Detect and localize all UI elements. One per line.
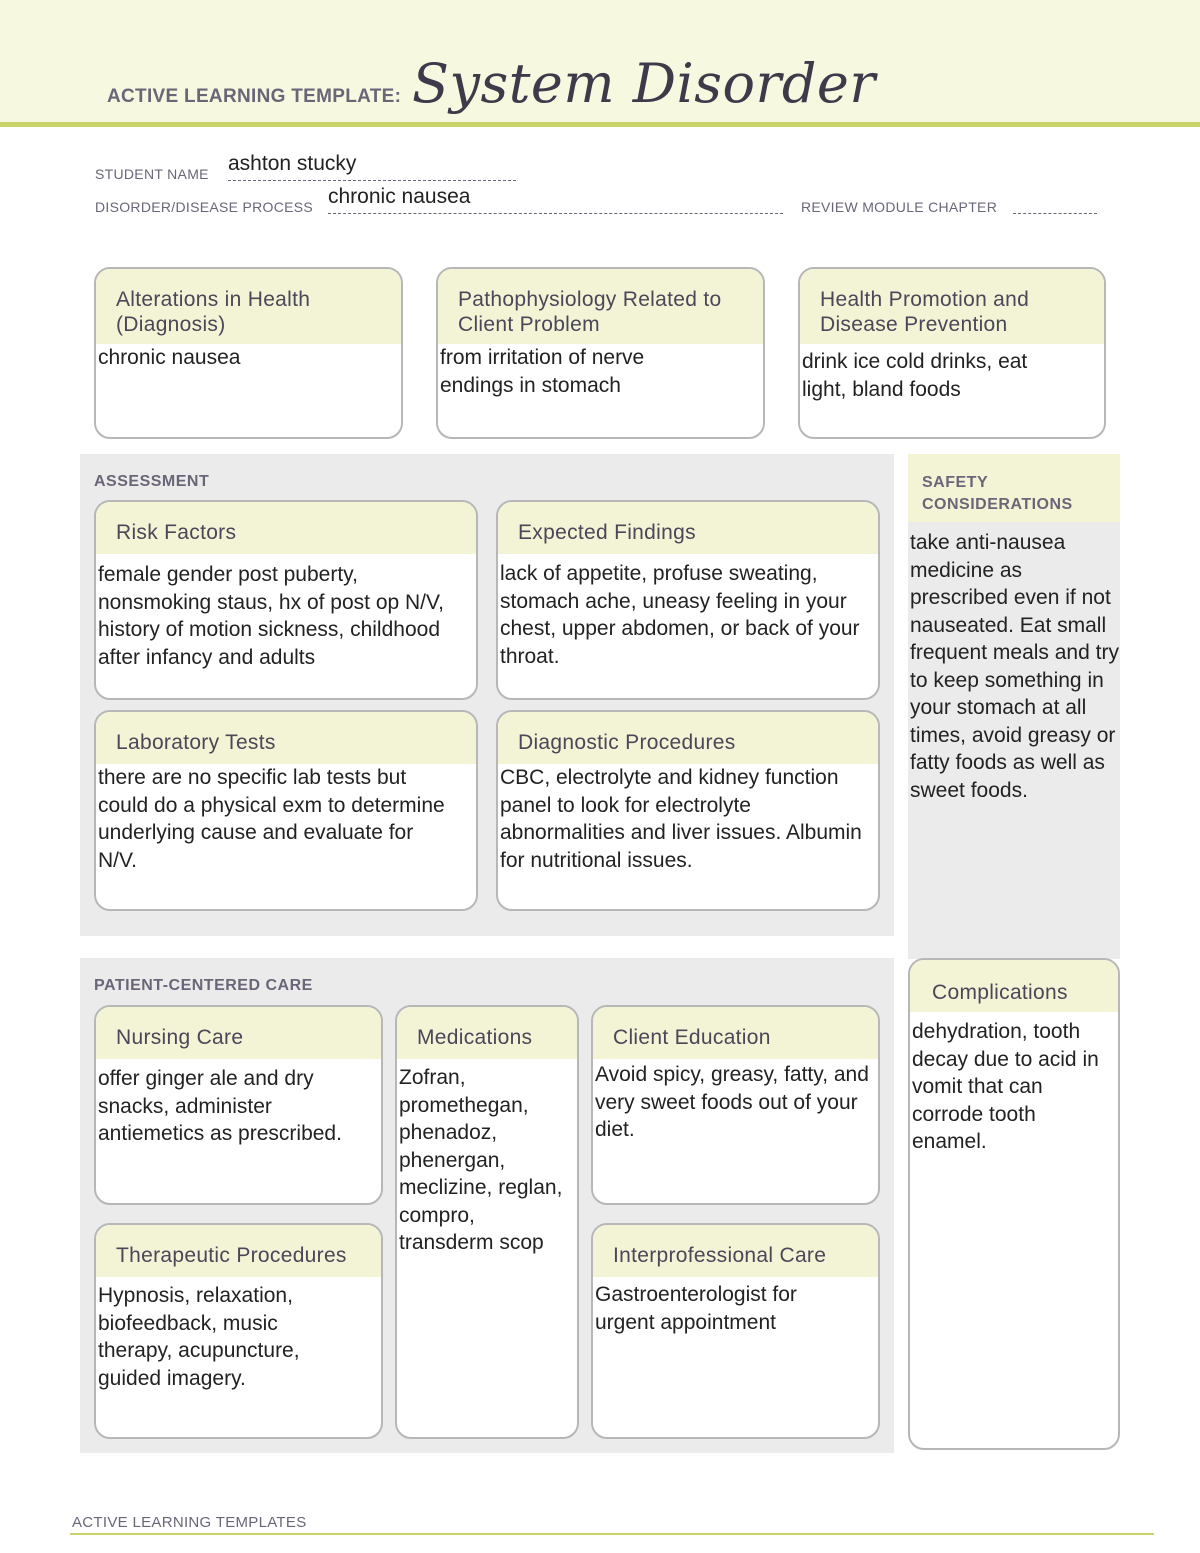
disorder-line <box>328 213 783 214</box>
risk-factors-text[interactable]: female gender post puberty, nonsmoking staus, hx of post op N/V, history of motion sickness, childhood after infancy and adults <box>98 563 444 669</box>
review-module-field[interactable] <box>1013 213 1097 214</box>
footer-label: ACTIVE LEARNING TEMPLATES <box>72 1514 307 1531</box>
complications-text[interactable]: dehydration, tooth decay due to acid in vomit that can corrode tooth enamel. <box>912 1020 1099 1153</box>
client-education-text[interactable]: Avoid spicy, greasy, fatty, and very sweet foods out of your diet. <box>595 1063 869 1141</box>
alterations-title: Alterations in Health (Diagnosis) <box>96 269 401 344</box>
health-promotion-text[interactable]: drink ice cold drinks, eat light, bland foods <box>802 350 1028 401</box>
client-education-card <box>591 1005 880 1205</box>
risk-factors-title: Risk Factors <box>96 502 476 554</box>
template-prefix: ACTIVE LEARNING TEMPLATE: <box>107 86 402 107</box>
disorder-field[interactable]: chronic nausea <box>328 185 471 208</box>
footer-divider <box>70 1533 1154 1535</box>
risk-factors-card <box>94 500 478 700</box>
laboratory-tests-text[interactable]: there are no specific lab tests but could do a physical exm to determine underlying cause and evaluate for N/V. <box>98 766 445 872</box>
alterations-card <box>94 267 403 439</box>
pathophysiology-title: Pathophysiology Related to Client Problem <box>438 269 763 344</box>
diagnostic-procedures-text[interactable]: CBC, electrolyte and kidney function panel to look for electrolyte abnormalities and liver issues. Albumin for nutritional issues. <box>500 766 862 872</box>
nursing-care-title: Nursing Care <box>96 1007 381 1059</box>
student-name-line <box>228 180 516 181</box>
diagnostic-procedures-card <box>496 710 880 911</box>
health-promotion-title: Health Promotion and Disease Prevention <box>800 269 1104 344</box>
nursing-care-card <box>94 1005 383 1205</box>
safety-text[interactable]: take anti-nausea medicine as prescribed even if not nauseated. Eat small frequent meals and try to keep something in your stomach at all times, avoid greasy or fatty foods as well as sweet foods. <box>910 531 1119 802</box>
laboratory-tests-title: Laboratory Tests <box>96 712 476 764</box>
pathophysiology-card <box>436 267 765 439</box>
student-name-label: STUDENT NAME <box>95 166 209 182</box>
interprofessional-care-card <box>591 1223 880 1439</box>
disorder-label: DISORDER/DISEASE PROCESS <box>95 199 314 215</box>
review-module-label: REVIEW MODULE CHAPTER <box>801 199 998 215</box>
health-promotion-card <box>798 267 1106 439</box>
safety-label: SAFETY CONSIDERATIONS <box>908 454 1120 522</box>
nursing-care-text[interactable]: offer ginger ale and dry snacks, administer antiemetics as prescribed. <box>98 1067 342 1145</box>
pathophysiology-text[interactable]: from irritation of nerve endings in stomach <box>440 346 645 397</box>
client-education-title: Client Education <box>593 1007 878 1059</box>
expected-findings-title: Expected Findings <box>498 502 878 554</box>
expected-findings-text[interactable]: lack of appetite, profuse sweating, stomach ache, uneasy feeling in your chest, upper abdomen, or back of your throat. <box>500 562 860 668</box>
assessment-label: ASSESSMENT <box>94 473 210 490</box>
laboratory-tests-card <box>94 710 478 911</box>
complications-card <box>908 958 1120 1450</box>
therapeutic-procedures-title: Therapeutic Procedures <box>96 1225 381 1277</box>
medications-title: Medications <box>397 1007 577 1059</box>
therapeutic-procedures-card <box>94 1223 383 1439</box>
interprofessional-care-text[interactable]: Gastroenterologist for urgent appointment <box>595 1283 797 1334</box>
page-title: System Disorder <box>412 52 876 115</box>
diagnostic-procedures-title: Diagnostic Procedures <box>498 712 878 764</box>
expected-findings-card <box>496 500 880 700</box>
student-name-field[interactable]: ashton stucky <box>228 152 357 175</box>
alterations-text[interactable]: chronic nausea <box>98 346 241 369</box>
complications-title: Complications <box>910 960 1118 1012</box>
therapeutic-procedures-text[interactable]: Hypnosis, relaxation, biofeedback, music therapy, acupuncture, guided imagery. <box>98 1284 300 1390</box>
interprofessional-care-title: Interprofessional Care <box>593 1225 878 1277</box>
medications-text[interactable]: Zofran, promethegan, phenadoz, phenergan, meclizine, reglan, compro, transderm scop <box>399 1066 563 1254</box>
header-divider <box>0 122 1200 127</box>
medications-card <box>395 1005 579 1439</box>
patient-care-label: PATIENT-CENTERED CARE <box>94 977 313 994</box>
